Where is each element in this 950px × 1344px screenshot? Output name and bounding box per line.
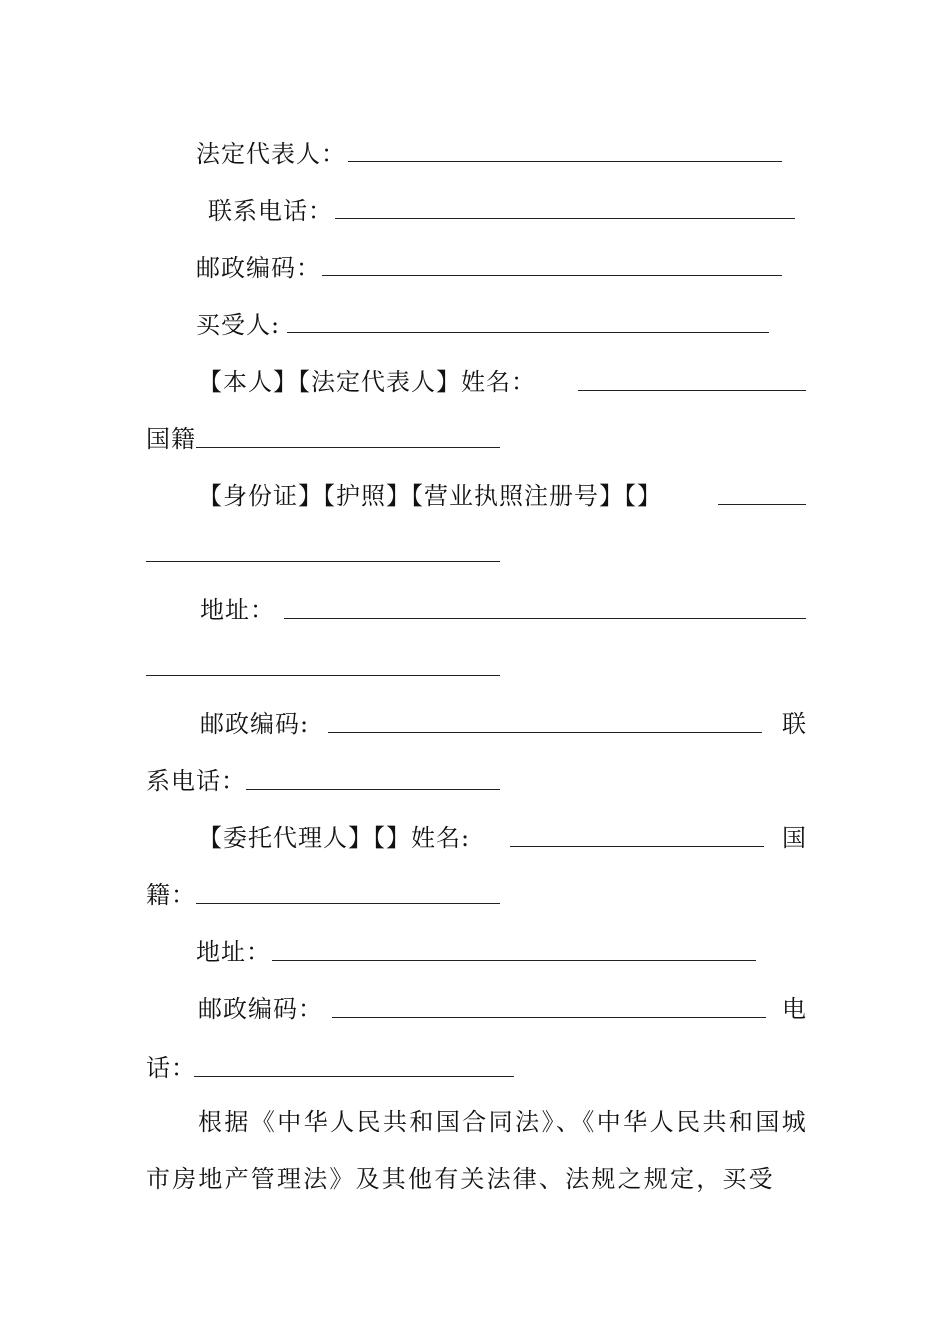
buyer-name-blank[interactable] [578,390,806,391]
seller-postcode-blank[interactable] [322,275,782,276]
buyer-phone-blank[interactable] [246,789,500,790]
buyer-identity-label: 【本人】【法定代表人】姓名： [198,368,536,396]
agent-nationality-label-start: 国 [782,824,807,852]
contract-basis-paragraph: 根据《中华人民共和国合同法》、《中华人民共和国城市房地产管理法》及其他有关法律、法规之规定，买受 [146,1108,808,1193]
seller-phone-label: 联系电话： [208,197,333,225]
agent-name-blank[interactable] [510,846,764,847]
buyer-id-blank-cont[interactable] [146,561,500,562]
agent-phone-blank[interactable] [194,1076,514,1077]
buyer-postcode-label: 邮政编码: [200,710,310,738]
buyer-phone-label-start: 联 [782,710,807,738]
legal-rep-blank[interactable] [348,161,782,162]
buyer-blank[interactable] [287,332,769,333]
buyer-address-blank[interactable] [284,618,806,619]
agent-address-label: 地址： [196,938,271,966]
buyer-address-blank-cont[interactable] [146,675,500,676]
seller-phone-blank[interactable] [335,218,795,219]
buyer-phone-label-end: 系电话： [146,767,246,795]
agent-address-blank[interactable] [272,960,756,961]
buyer-address-label: 地址： [200,596,275,624]
buyer-title: 买受人: [196,311,281,339]
agent-phone-label-end: 话： [146,1054,196,1082]
agent-postcode-label: 邮政编码： [198,995,323,1023]
agent-nationality-label-end: 籍： [146,881,196,909]
buyer-nationality-label: 国籍 [146,425,196,453]
legal-rep-label: 法定代表人： [196,140,346,168]
agent-phone-label-start: 电 [782,995,807,1023]
agent-name-label: 【委托代理人】【】姓名: [198,824,471,852]
agent-nationality-blank[interactable] [196,903,500,904]
buyer-id-doc-label: 【身份证】【护照】【营业执照注册号】【】 [198,482,662,510]
agent-postcode-blank[interactable] [332,1017,766,1018]
buyer-postcode-blank[interactable] [328,732,762,733]
buyer-nationality-blank[interactable] [196,447,500,448]
seller-postcode-label: 邮政编码： [196,254,321,282]
buyer-id-blank[interactable] [718,504,806,505]
